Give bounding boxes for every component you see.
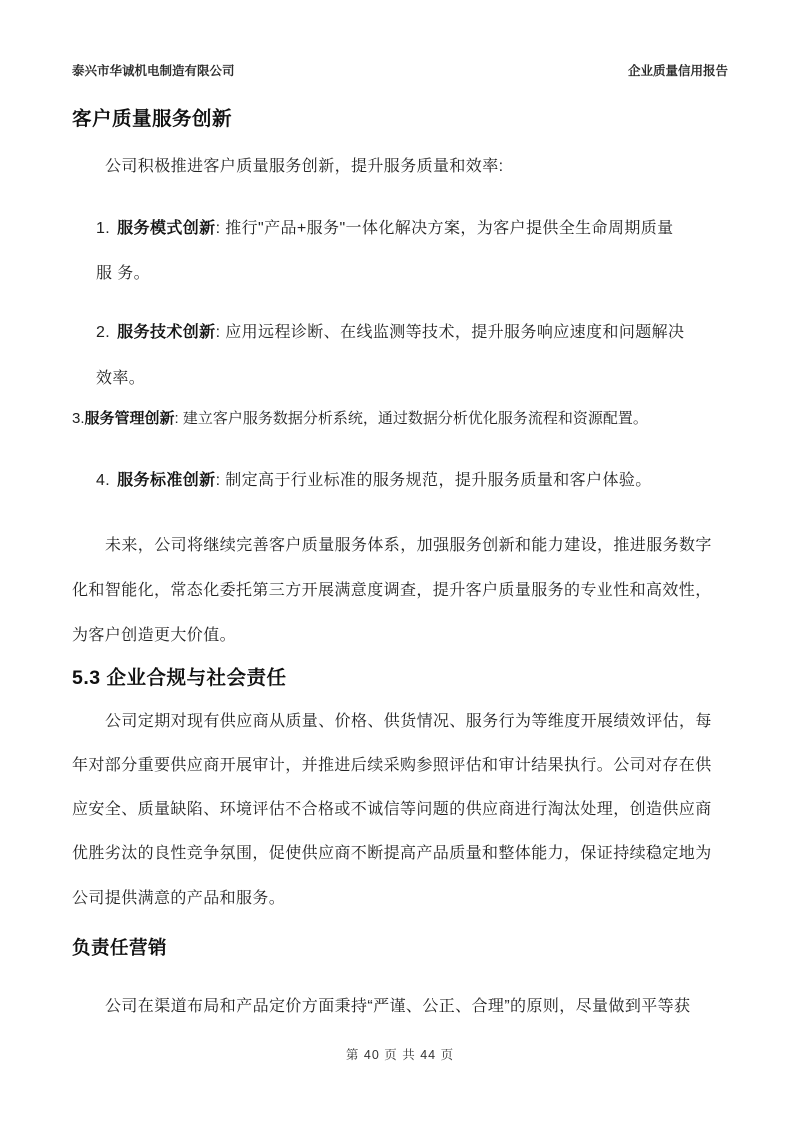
list-item-4 bbox=[72, 471, 728, 491]
header-report-title: 企业质量信用报告 bbox=[627, 64, 728, 78]
page-header bbox=[72, 61, 728, 79]
list-item-1 bbox=[72, 219, 728, 239]
paragraph-outlook-line: 为客户创造更大价值。 bbox=[72, 627, 237, 644]
list-item-term: 服务标准创新 bbox=[117, 472, 216, 489]
paragraph-compliance-line: 公司提供满意的产品和服务。 bbox=[72, 890, 286, 907]
list-item-number: 3. bbox=[72, 410, 85, 427]
paragraph-marketing-line: 公司在渠道布局和产品定价方面秉持“严谨、公正、合理”的原则，尽量做到平等获 bbox=[105, 998, 691, 1015]
list-item-number: 1. bbox=[96, 220, 111, 237]
paragraph-compliance-line: 公司定期对现有供应商从质量、价格、供货情况、服务行为等维度开展绩效评估，每 bbox=[105, 713, 712, 730]
list-item-text: : 建立客户服务数据分析系统，通过数据分析优化服务流程和资源配置。 bbox=[174, 410, 648, 427]
paragraph-outlook-line: 化和智能化，常态化委托第三方开展满意度调查，提升客户质量服务的专业性和高效性， bbox=[72, 582, 712, 599]
paragraph-compliance-line: 年对部分重要供应商开展审计，并推进后续采购参照评估和审计结果执行。公司对存在供 bbox=[72, 757, 712, 774]
list-item-term: 服务管理创新 bbox=[84, 410, 175, 427]
list-item-term: 服务技术创新 bbox=[117, 324, 216, 341]
list-item-number: 2. bbox=[96, 324, 111, 341]
list-item-text: : 制定高于行业标准的服务规范，提升服务质量和客户体验。 bbox=[215, 472, 652, 489]
section-heading-marketing: 负责任营销 bbox=[72, 937, 168, 958]
paragraph-compliance-line: 应安全、质量缺陷、环境评估不合格或不诚信等问题的供应商进行淘汰处理，创造供应商 bbox=[72, 801, 712, 818]
paragraph-outlook-line: 未来，公司将继续完善客户质量服务体系，加强服务创新和能力建设，推进服务数字 bbox=[105, 537, 712, 554]
footer-page-number: 第 40 页 共 44 页 bbox=[345, 1048, 455, 1062]
list-item-2-continued: 效率。 bbox=[96, 370, 146, 387]
list-item-term: 服务模式创新 bbox=[117, 220, 216, 237]
list-item-3 bbox=[72, 410, 728, 429]
paragraph-intro: 公司积极推进客户质量服务创新，提升服务质量和效率: bbox=[105, 158, 504, 175]
list-item-1-continued: 服 务。 bbox=[96, 265, 151, 282]
paragraph-compliance-line: 优胜劣汰的良性竞争氛围，促使供应商不断提高产品质量和整体能力，保证持续稳定地为 bbox=[72, 845, 712, 862]
list-item-number: 4. bbox=[96, 472, 111, 489]
section-heading-service-innovation: 客户质量服务创新 bbox=[72, 108, 233, 130]
list-item-text: : 推行"产品+服务"一体化解决方案，为客户提供全生命周期质量 bbox=[215, 220, 674, 237]
header-company-name: 泰兴市华诚机电制造有限公司 bbox=[72, 64, 235, 78]
section-heading-compliance: 5.3 企业合规与社会责任 bbox=[72, 667, 287, 689]
list-item-2 bbox=[72, 323, 728, 343]
list-item-text: : 应用远程诊断、在线监测等技术，提升服务响应速度和问题解决 bbox=[215, 324, 685, 341]
